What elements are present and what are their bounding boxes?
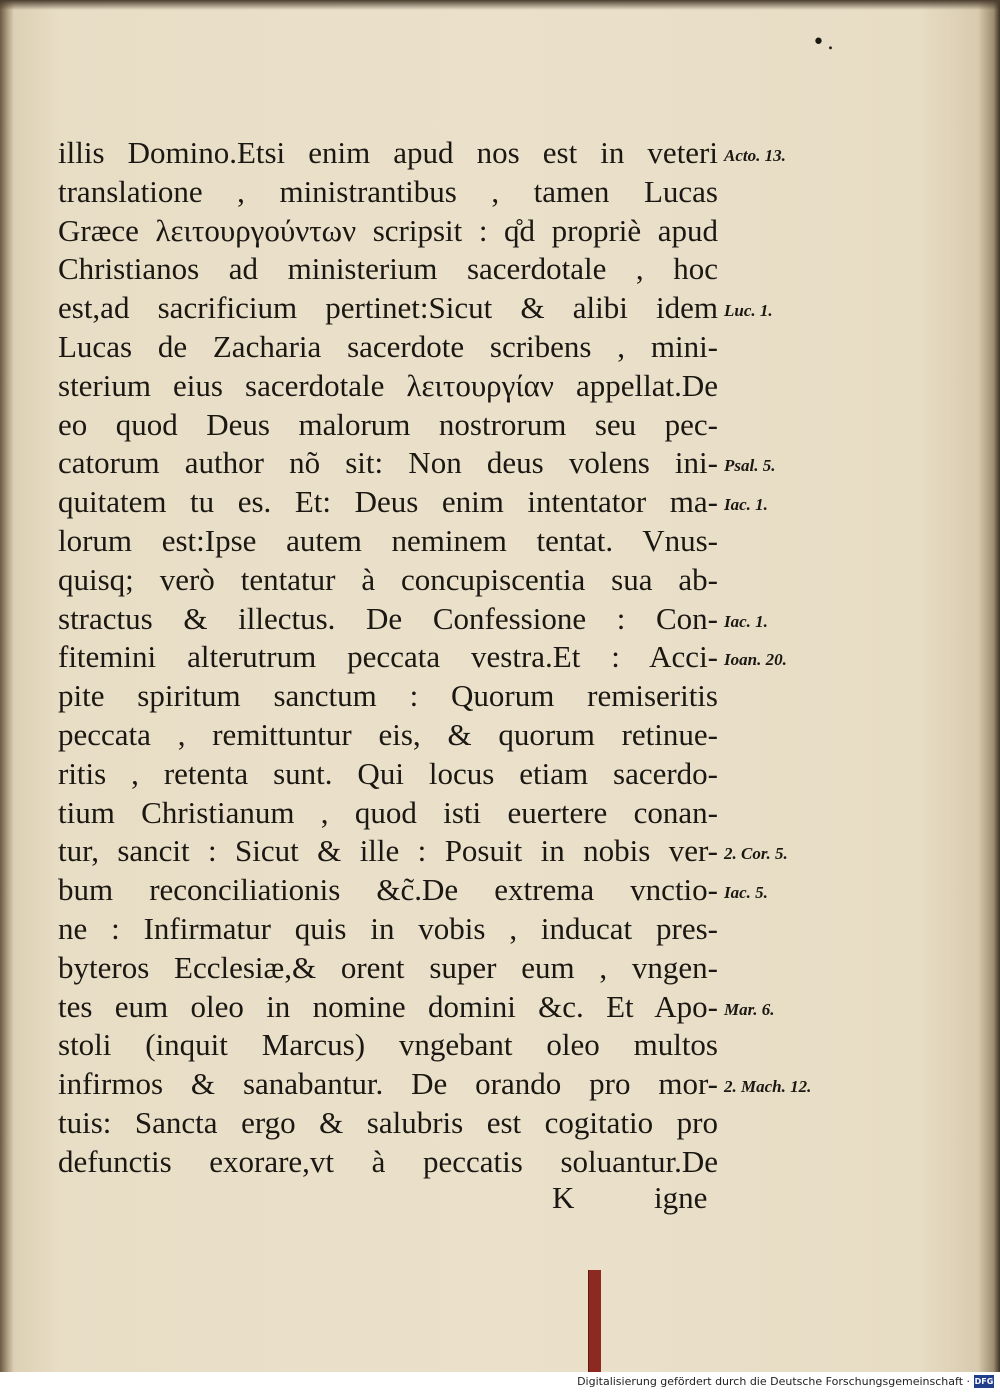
text-line: tuis: Sancta ergo & salubris est cogitatio pro <box>58 1104 718 1140</box>
text-line: stractus & illectus. De Confessione : Con- <box>58 600 718 636</box>
text-line: defunctis exorare,vt à peccatis soluantur.De <box>58 1143 718 1179</box>
text-line: tium Christianum , quod isti euertere conan- <box>58 794 718 830</box>
text-line: stoli (inquit Marcus) vngebant oleo multos <box>58 1027 718 1063</box>
text-line: quisq; verò tentatur à concupiscentia sua ab- <box>58 561 718 597</box>
marginal-note: Psal. 5. <box>724 456 776 476</box>
marginal-note: 2. Cor. 5. <box>724 844 788 864</box>
text-line: illis Domino.Etsi enim apud nos est in veteri <box>58 135 718 170</box>
text-line: Christianos ad ministerium sacerdotale , hoc <box>58 251 718 287</box>
funding-credit: Digitalisierung gefördert durch die Deutsche Forschungsgemeinschaft · <box>577 1375 970 1388</box>
text-line: quitatem tu es. Et: Deus enim intentator ma- <box>58 484 718 520</box>
text-line: est,ad sacrificium pertinet:Sicut & alibi idem <box>58 290 718 326</box>
text-line: Lucas de Zacharia sacerdote scribens , mini- <box>58 328 718 364</box>
text-line: pite spiritum sanctum : Quorum remiseritis <box>58 678 718 714</box>
bookmark-ribbon <box>588 1270 601 1372</box>
text-line: Græce λειτουργούντων scripsit : q̊d propriè apud <box>58 212 718 248</box>
marginal-note: Iac. 5. <box>724 883 768 903</box>
marginal-note: Iac. 1. <box>724 611 768 631</box>
text-line: bum reconciliationis &c̃.De extrema vnctio- <box>58 872 718 908</box>
body-text <box>58 134 718 1182</box>
text-line: eo quod Deus malorum nostrorum seu pec- <box>58 406 718 442</box>
footer-bar <box>0 1372 1000 1392</box>
text-line: tur, sancit : Sicut & ille : Posuit in nobis ver- <box>58 833 718 869</box>
marginal-note: Luc. 1. <box>724 301 773 321</box>
marginal-note: Iac. 1. <box>724 495 768 515</box>
corner-mark: •. <box>812 30 836 55</box>
catchword: igne <box>654 1180 708 1215</box>
text-line: fitemini alterutrum peccata vestra.Et : Acci- <box>58 639 718 675</box>
marginal-note: Acto. 13. <box>724 146 786 165</box>
marginal-note: Ioan. 20. <box>724 650 787 670</box>
text-line: infirmos & sanabantur. De orando pro mor- <box>58 1066 718 1102</box>
text-line: ne : Infirmatur quis in vobis , inducat pres- <box>58 910 718 946</box>
text-line: sterium eius sacerdotale λειτουργίαν appellat.De <box>58 367 718 403</box>
text-line: peccata , remittuntur eis, & quorum retinue- <box>58 716 718 752</box>
page-edge-top <box>0 0 1000 10</box>
page-edge-left <box>0 0 14 1372</box>
text-line: translatione , ministrantibus , tamen Lucas <box>58 173 718 209</box>
text-line: ritis , retenta sunt. Qui locus etiam sacerdo- <box>58 755 718 791</box>
marginal-note: Mar. 6. <box>724 999 775 1019</box>
page-edge-right <box>978 0 1000 1372</box>
text-line: lorum est:Ipse autem neminem tentat. Vnus- <box>58 522 718 558</box>
text-line: byteros Ecclesiæ,& orent super eum , vngen- <box>58 949 718 985</box>
signature-mark: K <box>552 1180 575 1215</box>
dfg-logo: DFG <box>974 1377 994 1386</box>
text-line: tes eum oleo in nomine domini &c. Et Apo- <box>58 988 718 1024</box>
marginal-note: 2. Mach. 12. <box>724 1077 812 1097</box>
text-line: catorum author nõ sit: Non deus volens ini- <box>58 445 718 481</box>
